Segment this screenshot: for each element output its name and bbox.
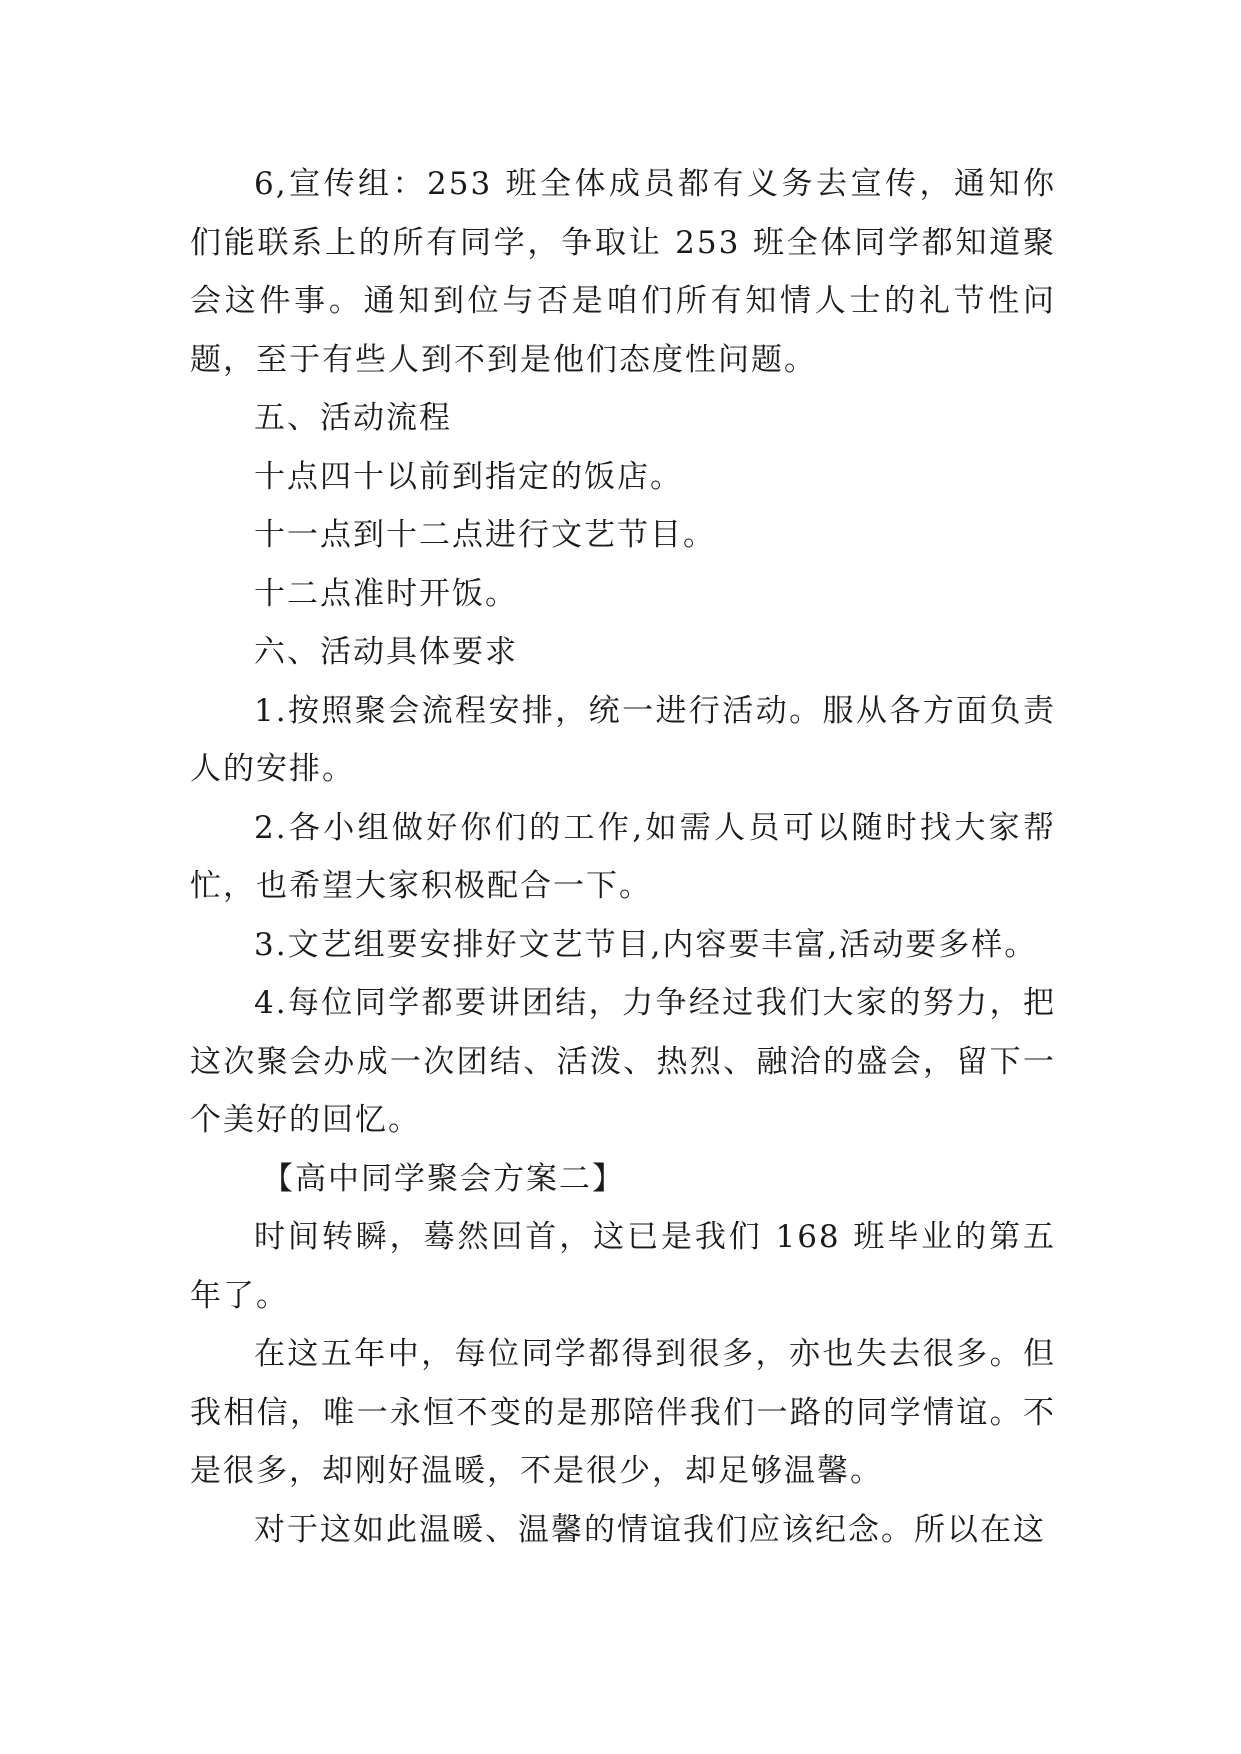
paragraph-publicity-group: 6,宣传组：253 班全体成员都有义务去宣传，通知你们能联系上的所有同学，争取让 253 班全体同学都知道聚会这件事。通知到位与否是咱们所有知情人士的礼节性问题，至于有些人到不到是他们态度性问题。 (190, 166, 1056, 378)
paragraph-requirement-4: 4.每位同学都要讲团结，力争经过我们大家的努力，把这次聚会办成一次团结、活泼、热烈、融洽的盛会，留下一个美好的回忆。 (190, 985, 1056, 1138)
paragraph-graduation-year: 时间转瞬，蓦然回首，这已是我们 168 班毕业的第五年了。 (190, 1219, 1056, 1314)
paragraph-commemorate: 对于这如此温暖、温馨的情谊我们应该纪念。所以在这 (254, 1511, 1046, 1548)
section-heading-plan-two: 【高中同学聚会方案二】 (262, 1160, 625, 1197)
paragraph-arrival-time: 十点四十以前到指定的饭店。 (254, 458, 683, 495)
paragraph-performance-time: 十一点到十二点进行文艺节目。 (254, 517, 716, 553)
section-heading-activity-flow: 五、活动流程 (254, 400, 452, 436)
paragraph-requirement-2: 2.各小组做好你们的工作,如需人员可以随时找大家帮忙，也希望大家积极配合一下。 (190, 809, 1056, 904)
paragraph-requirement-1: 1.按照聚会流程安排，统一进行活动。服从各方面负责人的安排。 (190, 692, 1056, 787)
paragraph-meal-time: 十二点准时开饭。 (254, 575, 518, 612)
paragraph-requirement-3: 3.文艺组要安排好文艺节目,内容要丰富,活动要多样。 (254, 926, 1038, 963)
paragraph-friendship: 在这五年中，每位同学都得到很多，亦也失去很多。但我相信，唯一永恒不变的是那陪伴我们一路的同学情谊。不是很多，却刚好温暖，不是很少，却足够温馨。 (190, 1336, 1056, 1489)
document-body (190, 155, 1056, 1559)
section-heading-requirements: 六、活动具体要求 (254, 634, 518, 670)
